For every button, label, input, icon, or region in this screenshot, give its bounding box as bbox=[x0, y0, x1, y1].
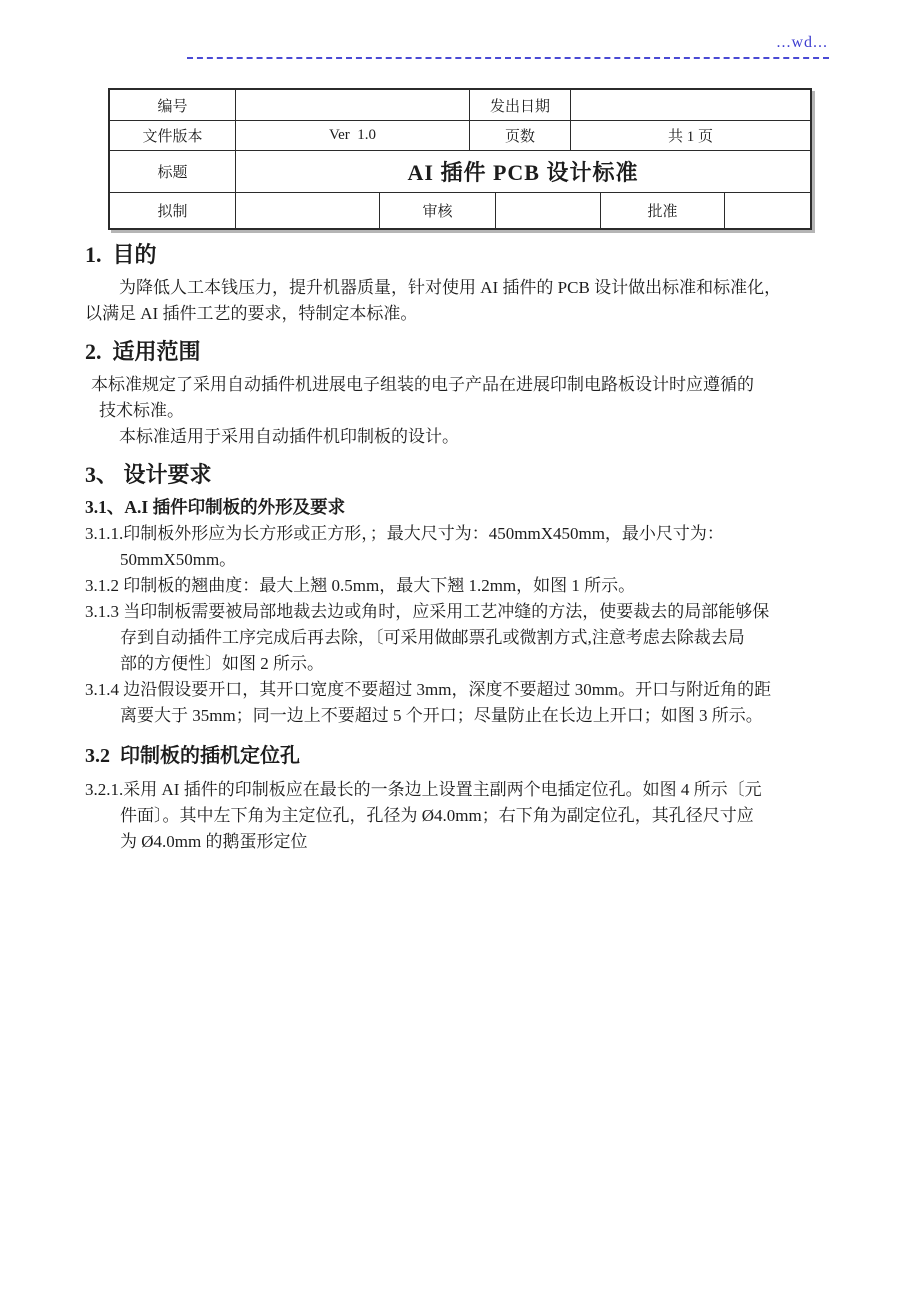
cell-drafted-label: 拟制 bbox=[157, 204, 188, 220]
paragraph-line: 3.1.3 当印制板需要被局部地裁去边或角时，应采用工艺冲缝的方法，使要裁去的局部能够保 bbox=[85, 602, 770, 621]
table-row-number bbox=[110, 90, 810, 120]
paragraph-line: 50mmX50mm。 bbox=[120, 550, 237, 569]
cell-drafted-value bbox=[235, 193, 379, 228]
paragraph-line: 为降低人工本钱压力，提升机器质量，针对使用 AI 插件的 PCB 设计做出标准和标准化， bbox=[119, 278, 782, 297]
cell-pages-label: 页数 bbox=[469, 121, 570, 150]
section-1-heading: 1. 目的 bbox=[85, 242, 157, 267]
dashed-divider bbox=[187, 57, 829, 59]
section-3-heading: 3、 设计要求 bbox=[85, 462, 212, 487]
cell-approved-value bbox=[724, 193, 810, 228]
cell-pages-value: 共 1 页 bbox=[570, 121, 810, 150]
table-row-version bbox=[110, 120, 810, 150]
cell-issue-date-label: 发出日期 bbox=[469, 90, 570, 120]
paragraph-line: 3.1.2 印制板的翘曲度：最大上翘 0.5mm，最大下翘 1.2mm，如图 1 所示。 bbox=[85, 576, 636, 595]
paragraph-line: 技术标准。 bbox=[99, 401, 184, 420]
cell-number-label: 编号 bbox=[157, 98, 188, 115]
cell-approved-label: 批准 bbox=[600, 193, 724, 228]
section-3-1-heading: 3.1、A.I 插件印制板的外形及要求 bbox=[85, 497, 346, 517]
table-row-title bbox=[110, 150, 810, 192]
cell-title-label: 标题 bbox=[157, 165, 188, 181]
paragraph-line: 3.1.4 边沿假设要开口，其开口宽度不要超过 3mm，深度不要超过 30mm。开口与附近角的距 bbox=[85, 680, 772, 699]
document-title: AI 插件 PCB 设计标准 bbox=[235, 151, 810, 192]
paragraph-line: 件面〕。其中左下角为主定位孔，孔径为 Ø4.0mm；右下角为副定位孔，其孔径尺寸应 bbox=[120, 806, 754, 825]
paragraph-line: 3.1.1.印制板外形应为长方形或正方形，；最大尺寸为：450mmX450mm，最小尺寸为： bbox=[85, 524, 724, 543]
table-row-signoff bbox=[110, 192, 810, 228]
section-2-heading: 2. 适用范围 bbox=[85, 339, 201, 364]
cell-reviewed-label: 审核 bbox=[379, 193, 495, 228]
document-info-table bbox=[108, 88, 812, 230]
cell-version-value: Ver 1.0 bbox=[235, 121, 469, 150]
document-body bbox=[85, 241, 838, 855]
cell-number-value bbox=[235, 90, 469, 120]
cell-reviewed-value bbox=[495, 193, 600, 228]
paragraph-line: 离要大于 35mm；同一边上不要超过 5 个开口；尽量防止在长边上开口；如图 3 所示。 bbox=[120, 706, 763, 725]
paragraph-line: 本标准规定了采用自动插件机进展电子组装的电子产品在进展印制电路板设计时应遵循的 bbox=[91, 375, 754, 394]
header-watermark-row bbox=[85, 0, 838, 62]
paragraph-line: 为 Ø4.0mm 的鹅蛋形定位 bbox=[120, 832, 308, 851]
paragraph-line: 存到自动插件工序完成后再去除，〔可采用做邮票孔或微割方式,注意考虑去除裁去局 bbox=[120, 628, 745, 647]
section-3-2-heading: 3.2 印制板的插机定位孔 bbox=[85, 745, 300, 767]
paragraph-line: 部的方便性〕如图 2 所示。 bbox=[120, 654, 324, 673]
watermark-text: ...wd... bbox=[776, 34, 828, 51]
cell-issue-date-value bbox=[570, 90, 810, 120]
paragraph-line: 以满足 AI 插件工艺的要求，特制定本标准。 bbox=[85, 304, 418, 323]
cell-version-label: 文件版本 bbox=[142, 129, 203, 145]
paragraph-line: 3.2.1.采用 AI 插件的印制板应在最长的一条边上设置主副两个电插定位孔。如图 4 所示〔元 bbox=[85, 780, 762, 799]
paragraph-line: 本标准适用于采用自动插件机印制板的设计。 bbox=[119, 427, 459, 446]
